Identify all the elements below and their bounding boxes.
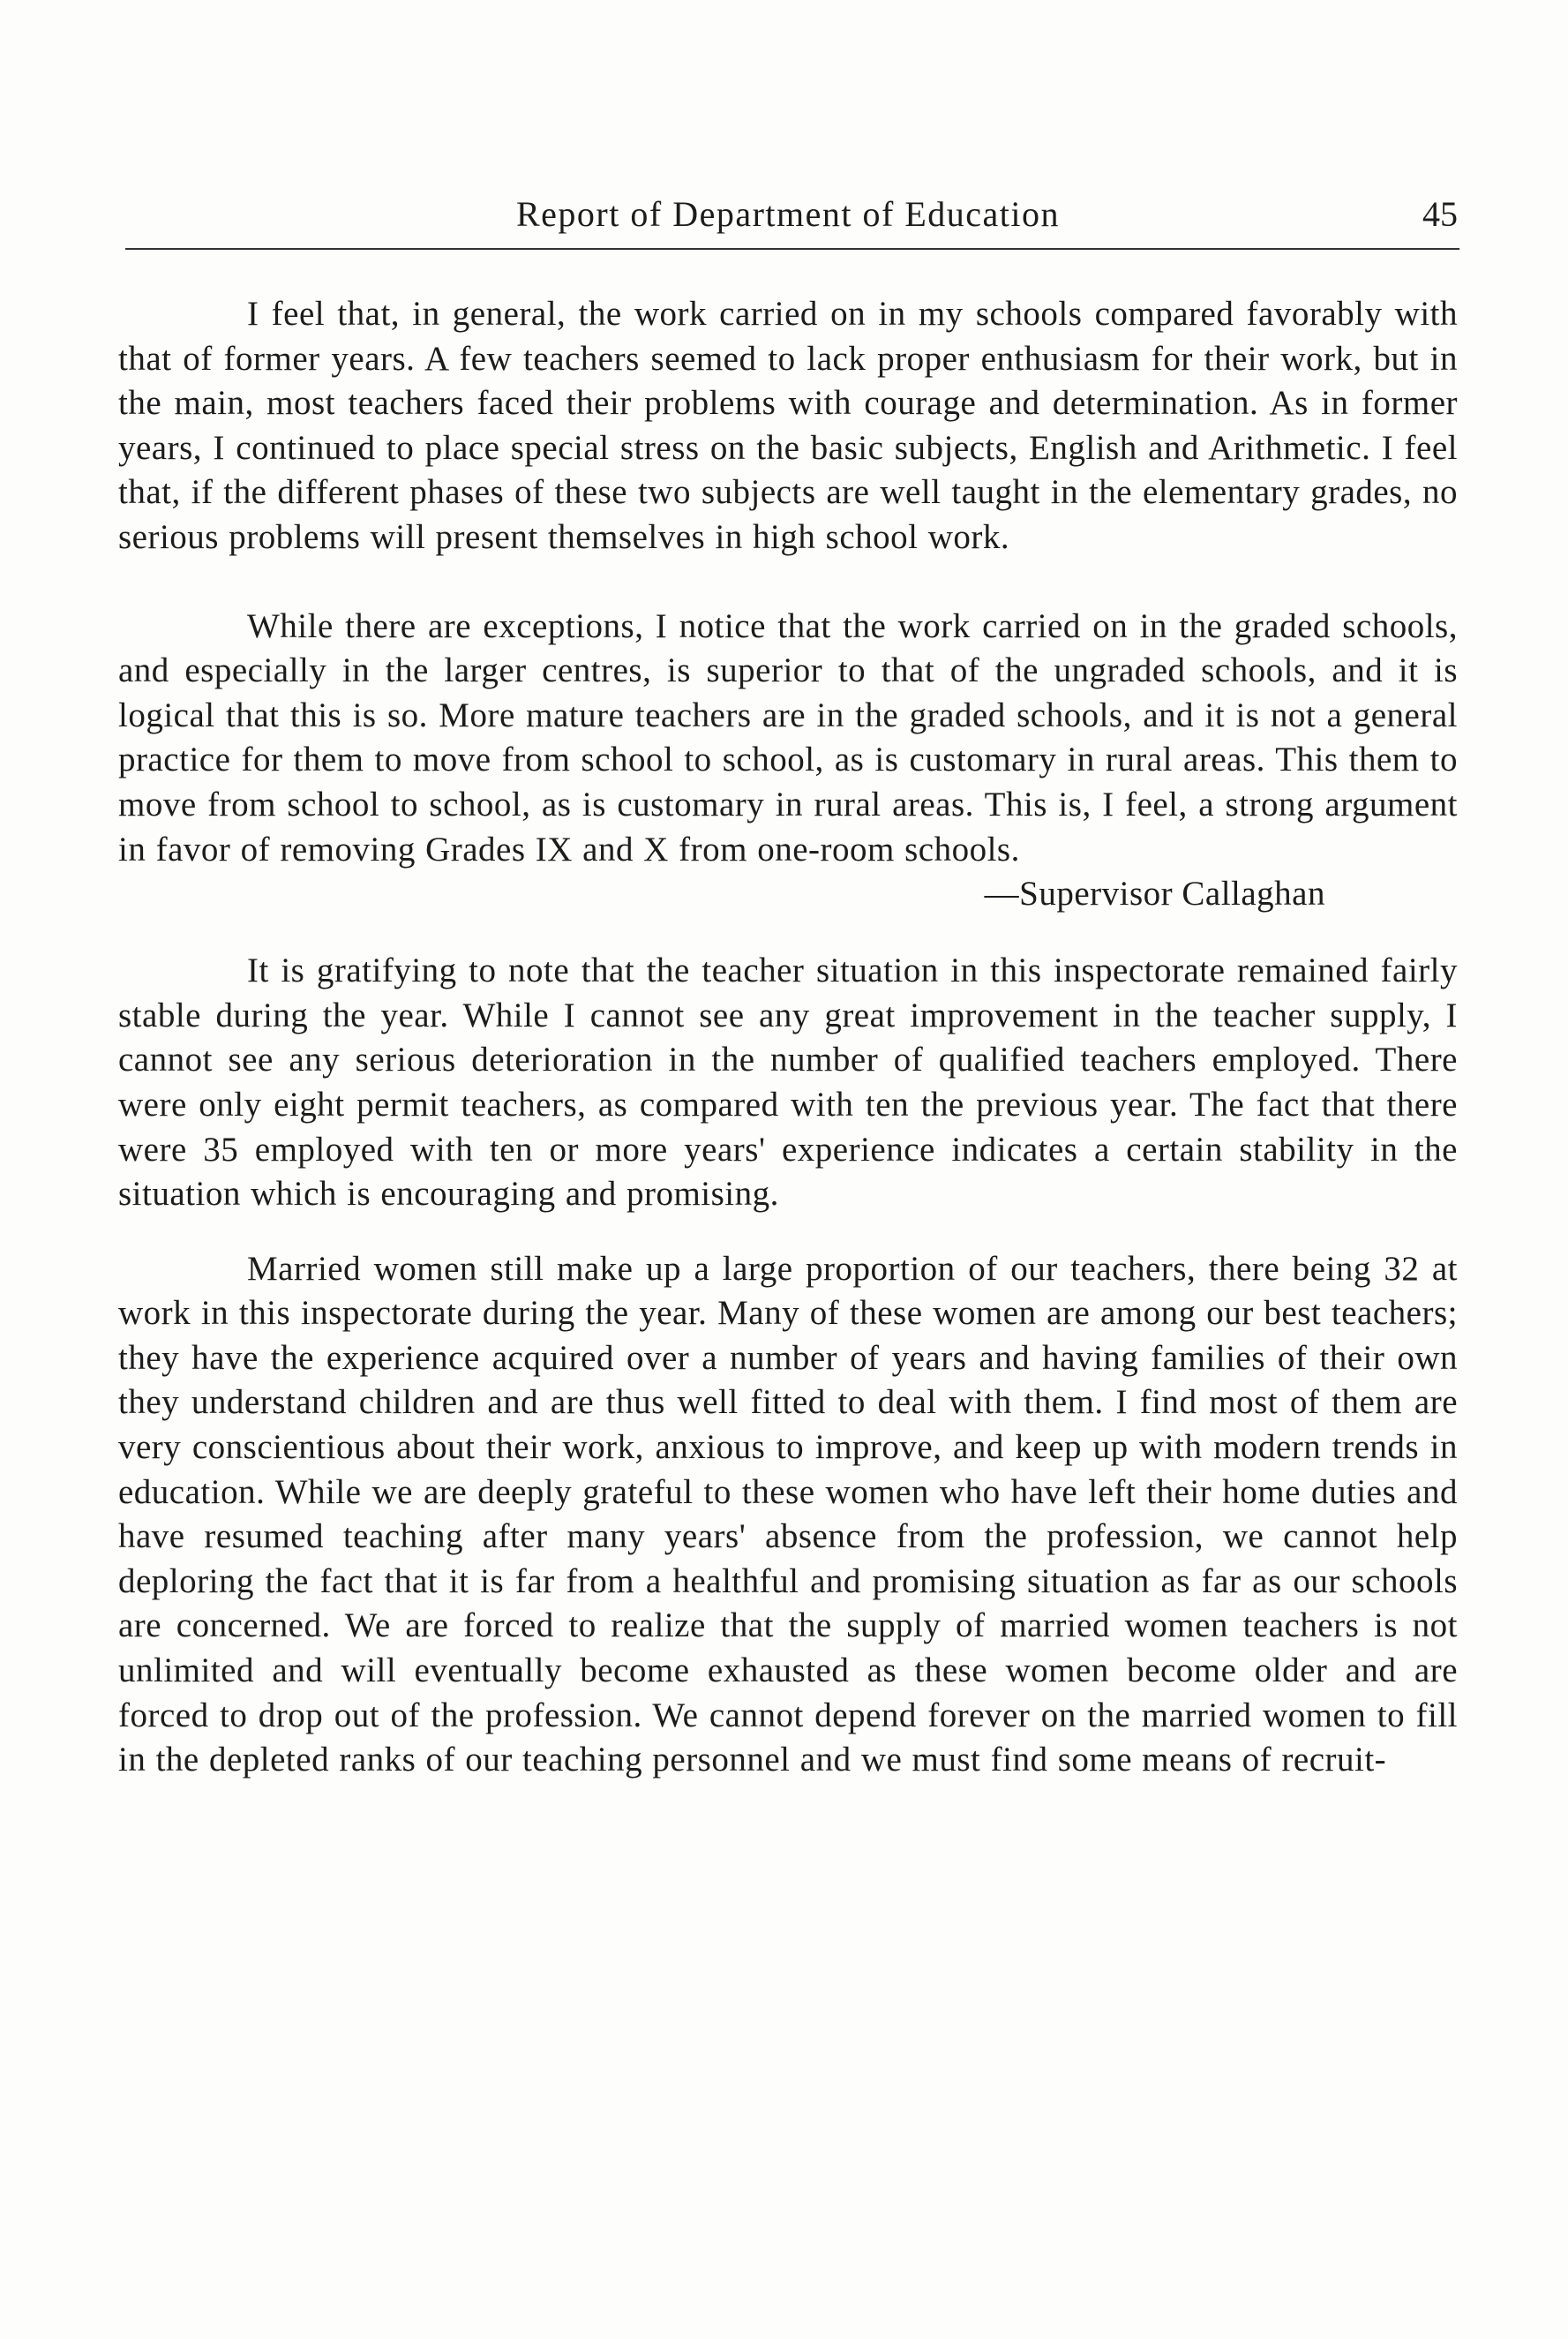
paragraph-2: While there are exceptions, I notice that the work carried on in the graded schools, and especially in the larger centres, is superior to that of the ungraded schools, and it is logical that this is so. More mature teachers are in the graded schools, and it is not a general practice for them to move from school to school, as is customary in rural areas. This them to move from school to school, as is customary in rural areas. This is, I feel, a strong argument in favor of removing Grades IX and X from one-room schools. (118, 606, 1458, 869)
paragraph-spacer (118, 560, 1458, 605)
page-number: 45 (1422, 194, 1458, 234)
body-text (118, 292, 1458, 1783)
paragraph-1: I feel that, in general, the work carried on in my schools compared favorably with that of former years. A few teachers seemed to lack proper enthusiasm for their work, but in the main, most teachers faced their problems with courage and determination. As in former years, I continued to place special stress on the basic subjects, English and Arithmetic. I feel that, if the different phases of these two subjects are well taught in the elementary grades, no serious problems will present themselves in high school work. (118, 295, 1458, 556)
header-rule (125, 248, 1459, 250)
header-title: Report of Department of Education (516, 194, 1060, 234)
paragraph-spacer (118, 1217, 1458, 1247)
running-header (118, 192, 1458, 237)
paragraph-3: It is gratifying to note that the teacher situation in this inspectorate remained fairly stable during the year. While I cannot see any great improvement in the teacher supply, I cannot see any serious deterioration in the number of qualified teachers employed. There were only eight permit teachers, as compared with ten the previous year. The fact that there were 35 employed with ten or more years' experience indicates a certain stability in the situation which is encouraging and promising. (118, 951, 1458, 1214)
paragraph-4: Married women still make up a large proportion of our teachers, there being 32 at work in this inspectorate during the year. Many of these women are among our best teachers; they have the experience acquired over a number of years and having families of their own they understand children and are thus well fitted to deal with them. I find most of them are very conscientious about their work, anxious to improve, and keep up with modern trends in education. While we are deeply grateful to these women who have left their home duties and have resumed teaching after many years' absence from the profession, we cannot help deploring the fact that it is far from a healthful and promising situation as far as our schools are concerned. We are forced to realize that the supply of married women teachers is not unlimited and will eventually become exhausted as these women become older and are forced to drop out of the profession. We cannot depend forever on the married women to fill in the depleted ranks of our teaching personnel and we must find some means of recruit- (118, 1249, 1458, 1779)
signature: —Supervisor Callaghan (984, 875, 1325, 914)
paragraph-spacer (118, 916, 1458, 949)
